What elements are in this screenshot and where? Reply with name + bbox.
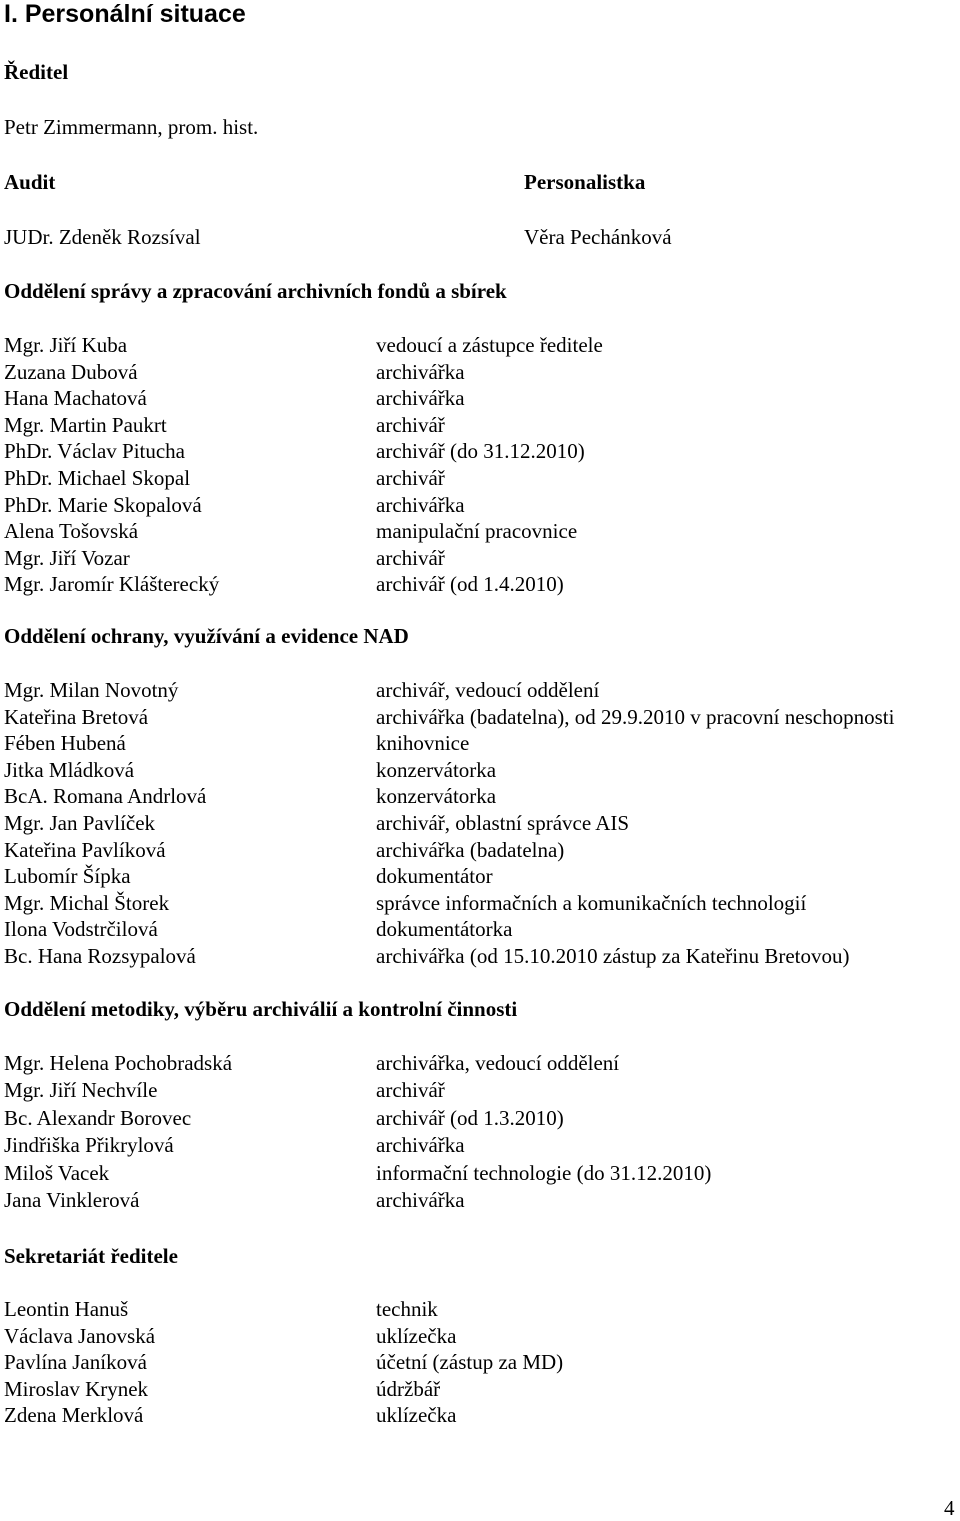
staff-name: Mgr. Jaromír Klášterecký [4, 572, 220, 597]
staff-row [4, 1133, 954, 1160]
staff-row [4, 1297, 954, 1324]
staff-role: archivářka, vedoucí oddělení [376, 1051, 620, 1075]
staff-role: archivář (do 31.12.2010) [376, 439, 585, 464]
staff-role: archivářka [376, 1187, 465, 1212]
staff-name: PhDr. Marie Skopalová [4, 492, 202, 517]
staff-name: Mgr. Milan Novotný [4, 678, 179, 702]
staff-list [4, 1051, 954, 1215]
staff-role: dokumentátor [376, 864, 493, 889]
staff-name: Leontin Hanuš [4, 1297, 129, 1321]
page-number: 4 [944, 1496, 955, 1520]
staff-row [4, 705, 954, 732]
section-title: Oddělení metodiky, výběru archiválií a kontrolní činnosti [4, 997, 518, 1021]
personnel-label: Personalistka [524, 170, 646, 194]
staff-name: Bc. Alexandr Borovec [4, 1105, 192, 1130]
staff-name: Miroslav Krynek [4, 1376, 149, 1401]
staff-role: archivář, vedoucí oddělení [376, 678, 600, 702]
staff-row [4, 386, 954, 413]
staff-role: archivářka (badatelna) [376, 837, 565, 862]
audit-label: Audit [4, 170, 56, 194]
staff-name: Hana Machatová [4, 386, 147, 411]
staff-row [4, 1051, 954, 1078]
staff-role: archivář [376, 465, 445, 490]
staff-row [4, 572, 954, 599]
staff-name: Jitka Mládková [4, 757, 135, 782]
staff-row [4, 784, 954, 811]
staff-role: technik [376, 1297, 438, 1321]
staff-role: archivářka [376, 1133, 465, 1158]
staff-name: Mgr. Jiří Nechvíle [4, 1078, 158, 1103]
staff-role: správce informačních a komunikačních technologií [376, 890, 807, 915]
staff-role: účetní (zástup za MD) [376, 1350, 564, 1375]
staff-row [4, 811, 954, 838]
staff-row [4, 1161, 954, 1188]
staff-role: archivářka [376, 386, 465, 411]
staff-row [4, 466, 954, 493]
staff-role: archivářka (od 15.10.2010 zástup za Kateřinu Bretovou) [376, 943, 850, 968]
staff-role: archivář [376, 545, 445, 570]
staff-name: Mgr. Michal Štorek [4, 890, 170, 915]
director-name: Petr Zimmermann, prom. hist. [4, 115, 259, 139]
staff-name: BcA. Romana Andrlová [4, 784, 207, 809]
staff-list [4, 333, 954, 599]
section-title: Oddělení ochrany, využívání a evidence NAD [4, 624, 409, 648]
staff-row [4, 413, 954, 440]
staff-name: Bc. Hana Rozsypalová [4, 943, 196, 968]
staff-name: Václava Janovská [4, 1323, 156, 1348]
staff-role: archivář (od 1.3.2010) [376, 1105, 564, 1130]
staff-name: Pavlína Janíková [4, 1350, 147, 1375]
page-title: I. Personální situace [4, 0, 246, 28]
staff-role: vedoucí a zástupce ředitele [376, 333, 603, 357]
staff-name: Zuzana Dubová [4, 359, 138, 384]
staff-role: archivář, oblastní správce AIS [376, 810, 630, 835]
staff-name: Jindřiška Přikrylová [4, 1133, 174, 1158]
staff-row [4, 1350, 954, 1377]
staff-name: Alena Tošovská [4, 519, 139, 544]
staff-row [4, 1188, 954, 1215]
staff-name: PhDr. Michael Skopal [4, 465, 191, 490]
staff-row [4, 1106, 954, 1133]
staff-list [4, 1297, 954, 1430]
staff-role: konzervátorka [376, 784, 497, 809]
staff-role: archivářka [376, 359, 465, 384]
staff-row [4, 1324, 954, 1351]
staff-name: Zdena Merklová [4, 1403, 144, 1428]
staff-row [4, 838, 954, 865]
section-title: Oddělení správy a zpracování archivních fondů a sbírek [4, 279, 507, 303]
staff-row [4, 1403, 954, 1430]
staff-name: Mgr. Helena Pochobradská [4, 1051, 233, 1075]
staff-role: údržbář [376, 1376, 441, 1401]
staff-name: Kateřina Pavlíková [4, 837, 166, 862]
staff-row [4, 519, 954, 546]
staff-row [4, 864, 954, 891]
director-label: Ředitel [4, 60, 69, 84]
staff-name: Mgr. Jiří Kuba [4, 333, 128, 357]
staff-role: archivář [376, 1078, 445, 1103]
staff-row [4, 439, 954, 466]
staff-row [4, 1377, 954, 1404]
staff-role: archivář [376, 412, 445, 437]
staff-role: archivář (od 1.4.2010) [376, 572, 564, 597]
staff-name: Mgr. Jan Pavlíček [4, 810, 156, 835]
staff-role: uklízečka [376, 1323, 457, 1348]
audit-name: JUDr. Zdeněk Rozsíval [4, 225, 201, 249]
staff-row [4, 758, 954, 785]
staff-row [4, 546, 954, 573]
staff-name: Kateřina Bretová [4, 704, 149, 729]
staff-row [4, 493, 954, 520]
staff-role: informační technologie (do 31.12.2010) [376, 1160, 712, 1185]
staff-role: uklízečka [376, 1403, 457, 1428]
staff-role: archivářka (badatelna), od 29.9.2010 v pracovní neschopnosti [376, 704, 895, 729]
staff-row [4, 944, 954, 971]
staff-row [4, 360, 954, 387]
staff-name: Jana Vinklerová [4, 1187, 140, 1212]
staff-row [4, 917, 954, 944]
personnel-name: Věra Pechánková [524, 225, 672, 249]
staff-row [4, 333, 954, 360]
staff-role: manipulační pracovnice [376, 519, 578, 544]
section-title: Sekretariát ředitele [4, 1244, 178, 1268]
staff-row [4, 891, 954, 918]
staff-name: Ilona Vodstrčilová [4, 917, 158, 942]
staff-name: Fében Hubená [4, 731, 126, 756]
staff-name: Mgr. Jiří Vozar [4, 545, 130, 570]
staff-name: PhDr. Václav Pitucha [4, 439, 186, 464]
staff-name: Lubomír Šípka [4, 864, 131, 889]
staff-row [4, 731, 954, 758]
staff-list [4, 678, 954, 971]
staff-role: knihovnice [376, 731, 470, 756]
staff-role: konzervátorka [376, 757, 497, 782]
staff-row [4, 1078, 954, 1105]
staff-name: Miloš Vacek [4, 1160, 110, 1185]
staff-role: dokumentátorka [376, 917, 513, 942]
staff-name: Mgr. Martin Paukrt [4, 412, 167, 437]
staff-row [4, 678, 954, 705]
staff-role: archivářka [376, 492, 465, 517]
